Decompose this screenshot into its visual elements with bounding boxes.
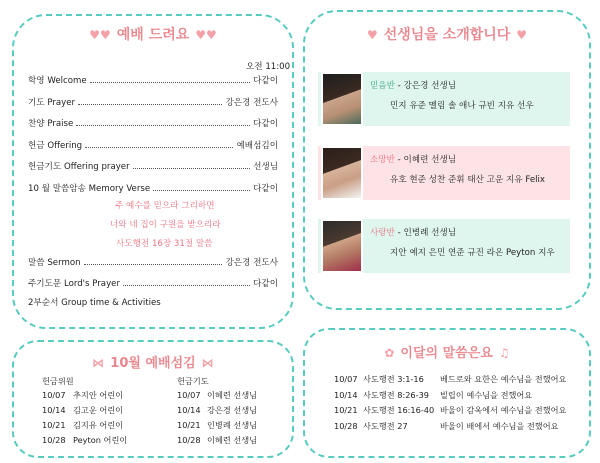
- service-title: 10월 예배섬김: [110, 356, 196, 371]
- word-date: 10/14: [334, 389, 358, 400]
- class-name: 소망반: [370, 155, 395, 165]
- teacher-card: [318, 72, 570, 126]
- teacher-name: - 이혜련 선생님: [394, 155, 457, 165]
- class-students: 유호 현준 성찬 준휘 태산 고운 지유 Felix: [390, 175, 545, 185]
- order-item-leader: 다같이: [253, 119, 278, 129]
- class-students: 지안 예지 은민 연준 규진 라온 Peyton 지우: [390, 248, 555, 258]
- prayer-name: 이혜련 선생님: [207, 390, 258, 400]
- word-description: 베드로와 요한은 예수님을 전했어요: [440, 374, 567, 384]
- order-item-leader: 다같이: [253, 76, 278, 86]
- dotted-leader: [153, 190, 250, 191]
- prayer-date: 10/28: [177, 435, 201, 445]
- word-title: 이달의 말씀은요: [400, 346, 493, 361]
- teacher-photo: [321, 72, 363, 126]
- class-students: 민지 유준 멜림 솔 애나 규빈 지유 선우: [390, 101, 534, 111]
- teacher-card: [318, 219, 570, 273]
- order-item-label: 헌금 Offering: [28, 140, 83, 151]
- group-time-item: 2부순서 Group time & Activities: [28, 298, 161, 308]
- teacher-name: - 강은경 선생님: [394, 81, 457, 91]
- offering-name: 김고운 어린이: [73, 405, 124, 415]
- order-item-leader: 예배섬김이: [236, 140, 278, 151]
- order-item-label: 찬양 Praise: [28, 119, 74, 129]
- prayer-date: 10/14: [177, 405, 201, 415]
- word-reference: 사도행전 16:16-40: [363, 405, 435, 415]
- word-date: 10/07: [334, 374, 358, 384]
- heart-balloon-icon: ♥♥: [89, 28, 111, 42]
- order-item-label: 기도 Prayer: [28, 97, 76, 108]
- worship-title-bar: [12, 24, 294, 44]
- word-reference: 사도행전 3:1-16: [363, 374, 424, 384]
- offering-date: 10/28: [42, 435, 66, 445]
- dotted-leader: [85, 147, 233, 148]
- prayer-name: 이혜련 선생님: [207, 435, 258, 445]
- teacher-name-line: [370, 79, 456, 91]
- offering-name: Peyton 어린이: [73, 435, 128, 445]
- offering-date: 10/07: [42, 390, 66, 400]
- ribbon-icon: ⋈: [92, 356, 105, 370]
- offering-name: 김지유 어린이: [73, 420, 124, 430]
- teachers-title-bar: [303, 24, 591, 44]
- memory-verse-line-2: 너와 네 집이 구원을 받으리라: [110, 220, 221, 230]
- service-title-bar: [12, 352, 294, 371]
- order-item-label: 10 월 말씀암송 Memory Verse: [28, 183, 151, 194]
- prayer-date: 10/07: [177, 390, 201, 400]
- order-item-label: 말씀 Sermon: [28, 258, 81, 268]
- teacher-name-line: [370, 153, 456, 165]
- dotted-leader: [78, 104, 222, 105]
- order-item-label: 헌금기도 Offering prayer: [28, 162, 130, 172]
- dotted-leader: [123, 285, 250, 286]
- dotted-leader: [133, 168, 250, 169]
- word-reference: 사도행전 8:26-39: [363, 389, 429, 400]
- order-item-leader: 다같이: [253, 279, 278, 289]
- ribbon-icon: ⋈: [201, 356, 214, 370]
- class-name: 믿음반: [370, 81, 395, 91]
- prayer-name: 강은경 선생님: [207, 405, 258, 415]
- offering-date: 10/21: [42, 420, 66, 430]
- order-item-leader: 강은경 전도사: [225, 97, 278, 108]
- worship-title: 예배 드려요: [116, 27, 190, 43]
- word-description: 바울이 감옥에서 예수님을 전했어요: [440, 405, 567, 415]
- offering-date: 10/14: [42, 405, 66, 415]
- heart-icon: ♥: [366, 28, 378, 42]
- word-reference: 사도행전 27: [363, 420, 408, 431]
- order-item-label: 학영 Welcome: [28, 76, 87, 86]
- order-item-leader: 선생님: [253, 162, 278, 172]
- teacher-name-line: [370, 226, 456, 238]
- word-date: 10/21: [334, 405, 358, 415]
- prayer-name: 인병례 선생님: [207, 420, 258, 430]
- memory-verse-line-1: 주 예수를 믿으라 그리하면: [115, 201, 215, 211]
- dotted-leader: [76, 125, 250, 126]
- word-title-bar: [303, 342, 591, 361]
- heart-icon: ♥: [516, 28, 528, 42]
- order-item-leader: 다같이: [253, 183, 278, 194]
- dotted-leader: [90, 82, 250, 83]
- teachers-title: 선생님을 소개합니다: [383, 27, 511, 43]
- teacher-photo: [321, 219, 363, 273]
- music-note-icon: ♫: [498, 346, 510, 360]
- teacher-card: [318, 146, 570, 200]
- heart-balloon-icon: ♥♥: [195, 28, 217, 42]
- teacher-name: - 인병례 선생님: [394, 228, 457, 238]
- order-item-leader: 강은경 전도사: [225, 258, 278, 268]
- prayer-date: 10/21: [177, 420, 201, 430]
- worship-time: 오전 11:00: [246, 62, 291, 72]
- word-description: 바울이 배에서 예수님을 전했어요: [440, 420, 559, 431]
- memory-verse-line-3: 사도행전 16장 31절 말씀: [116, 239, 213, 249]
- flower-icon: ✿: [384, 346, 395, 360]
- offering-name: 추지안 어린이: [73, 390, 124, 400]
- class-name: 사랑반: [370, 228, 395, 238]
- order-item-label: 주기도문 Lord's Prayer: [28, 279, 120, 289]
- word-description: 빌립이 예수님을 전했어요: [440, 389, 533, 400]
- offering-committee-header: 헌금위원: [42, 376, 74, 386]
- dotted-leader: [84, 264, 222, 265]
- word-date: 10/28: [334, 420, 358, 431]
- offering-prayer-header: 헌금기도: [177, 376, 209, 386]
- teacher-photo: [321, 146, 363, 200]
